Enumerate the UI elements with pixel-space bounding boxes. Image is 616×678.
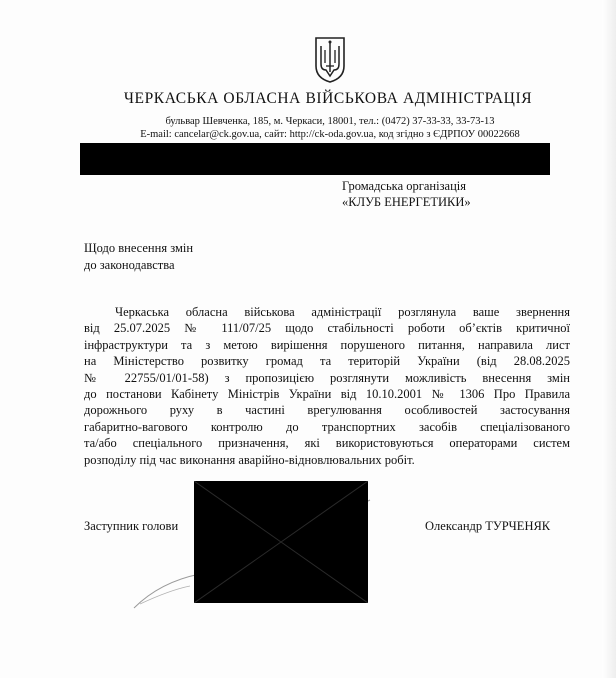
organization-title: ЧЕРКАСЬКА ОБЛАСНА ВІЙСЬКОВА АДМІНІСТРАЦІЯ [123,90,533,107]
redaction-cross-icon [194,481,368,603]
body-line: від 25.07.2025 № 111/07/25 щодо стабільності роботи об’єктів критичної [84,321,570,336]
body-line: дорожнього руху в частині врегулювання особливостей застосування [84,403,570,418]
body-line: № 22755/01/01-58) з пропозицією розглянути можливість внесення змін [84,370,570,385]
subject-line-2: до законодавства [84,258,175,272]
coat-of-arms-icon [314,36,346,84]
recipient-line-2: «КЛУБ ЕНЕРГЕТИКИ» [342,195,471,209]
body-line: Черкаська обласна військова адміністрації розглянула ваше звернення [115,305,570,319]
letter-body [84,304,570,468]
address-line: бульвар Шевченка, 185, м. Черкаси, 18001, тел.: (0472) 37-33-33, 33-73-13 [165,116,495,127]
signatory-position: Заступник голови [84,519,179,533]
redacted-block [80,143,550,175]
redacted-signature [194,481,368,603]
recipient-line-1: Громадська організація [342,179,466,193]
recipient [342,178,471,210]
subject-line-1: Щодо внесення змін [84,241,194,255]
subject [84,240,193,274]
contacts-line: E-mail: cancelar@ck.gov.ua, сайт: http://ck-oda.gov.ua, код згідно з ЄДРПОУ 00022668 [140,129,520,140]
body-line: та/або спеціального призначення, які використовуються операторами систем [84,436,570,451]
body-line: до постанови Кабінету Міністрів України від 10.10.2001 № 1306 Про Правила [84,387,570,402]
body-line: на Міністерство розвитку громад та територій України (від 28.08.2025 [84,354,570,369]
signatory-name: Олександр ТУРЧЕНЯК [425,519,551,533]
body-line: габаритно-вагового контролю до транспортних засобів спеціалізованого [84,419,570,434]
body-line: розподілу під час виконання аварійно-відновлювальних робіт. [84,452,415,467]
body-line: інфраструктури та з метою вирішення порушеного питання, направила лист [84,337,570,352]
